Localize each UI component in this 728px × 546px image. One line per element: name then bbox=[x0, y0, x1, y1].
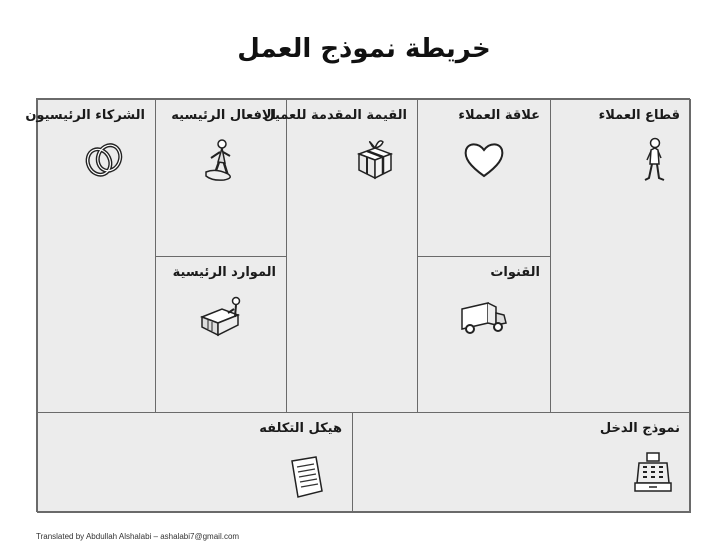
block-label: القنوات bbox=[490, 265, 540, 280]
block-label: الشركاء الرئيسيون bbox=[25, 108, 145, 123]
block-customer-segments[interactable] bbox=[550, 99, 691, 413]
person-icon bbox=[631, 136, 679, 184]
block-revenue-streams[interactable] bbox=[352, 412, 691, 513]
block-key-partners[interactable] bbox=[25, 99, 156, 413]
block-value-proposition[interactable] bbox=[263, 99, 418, 413]
resources-icon bbox=[198, 293, 246, 341]
page-title: خريطة نموذج العمل bbox=[237, 34, 491, 64]
truck-icon bbox=[460, 293, 508, 341]
worker-icon bbox=[198, 136, 246, 184]
block-label: هيكل التكلفه bbox=[259, 421, 342, 436]
block-label: القيمة المقدمة للعميل bbox=[263, 108, 407, 123]
translator-credit: Translated by Abdullah Alshalabi – ashalabi7@gmail.com bbox=[36, 532, 240, 541]
block-label: قطاع العملاء bbox=[598, 108, 680, 123]
block-label: الموارد الرئيسية bbox=[172, 265, 276, 280]
block-label: الافعال الرئيسيه bbox=[171, 108, 276, 123]
gift-icon bbox=[351, 136, 399, 184]
block-channels[interactable] bbox=[417, 256, 551, 413]
block-key-resources[interactable] bbox=[155, 256, 287, 413]
block-cost-structure[interactable] bbox=[37, 412, 353, 513]
block-label: نموذج الدخل bbox=[599, 421, 680, 436]
rings-icon bbox=[80, 136, 128, 184]
block-customer-relationships[interactable] bbox=[417, 99, 551, 257]
cash-register-icon bbox=[629, 449, 677, 497]
heart-icon bbox=[460, 136, 508, 184]
block-label: علاقة العملاء bbox=[458, 108, 540, 123]
business-model-canvas bbox=[25, 98, 690, 512]
receipt-icon bbox=[282, 453, 330, 501]
